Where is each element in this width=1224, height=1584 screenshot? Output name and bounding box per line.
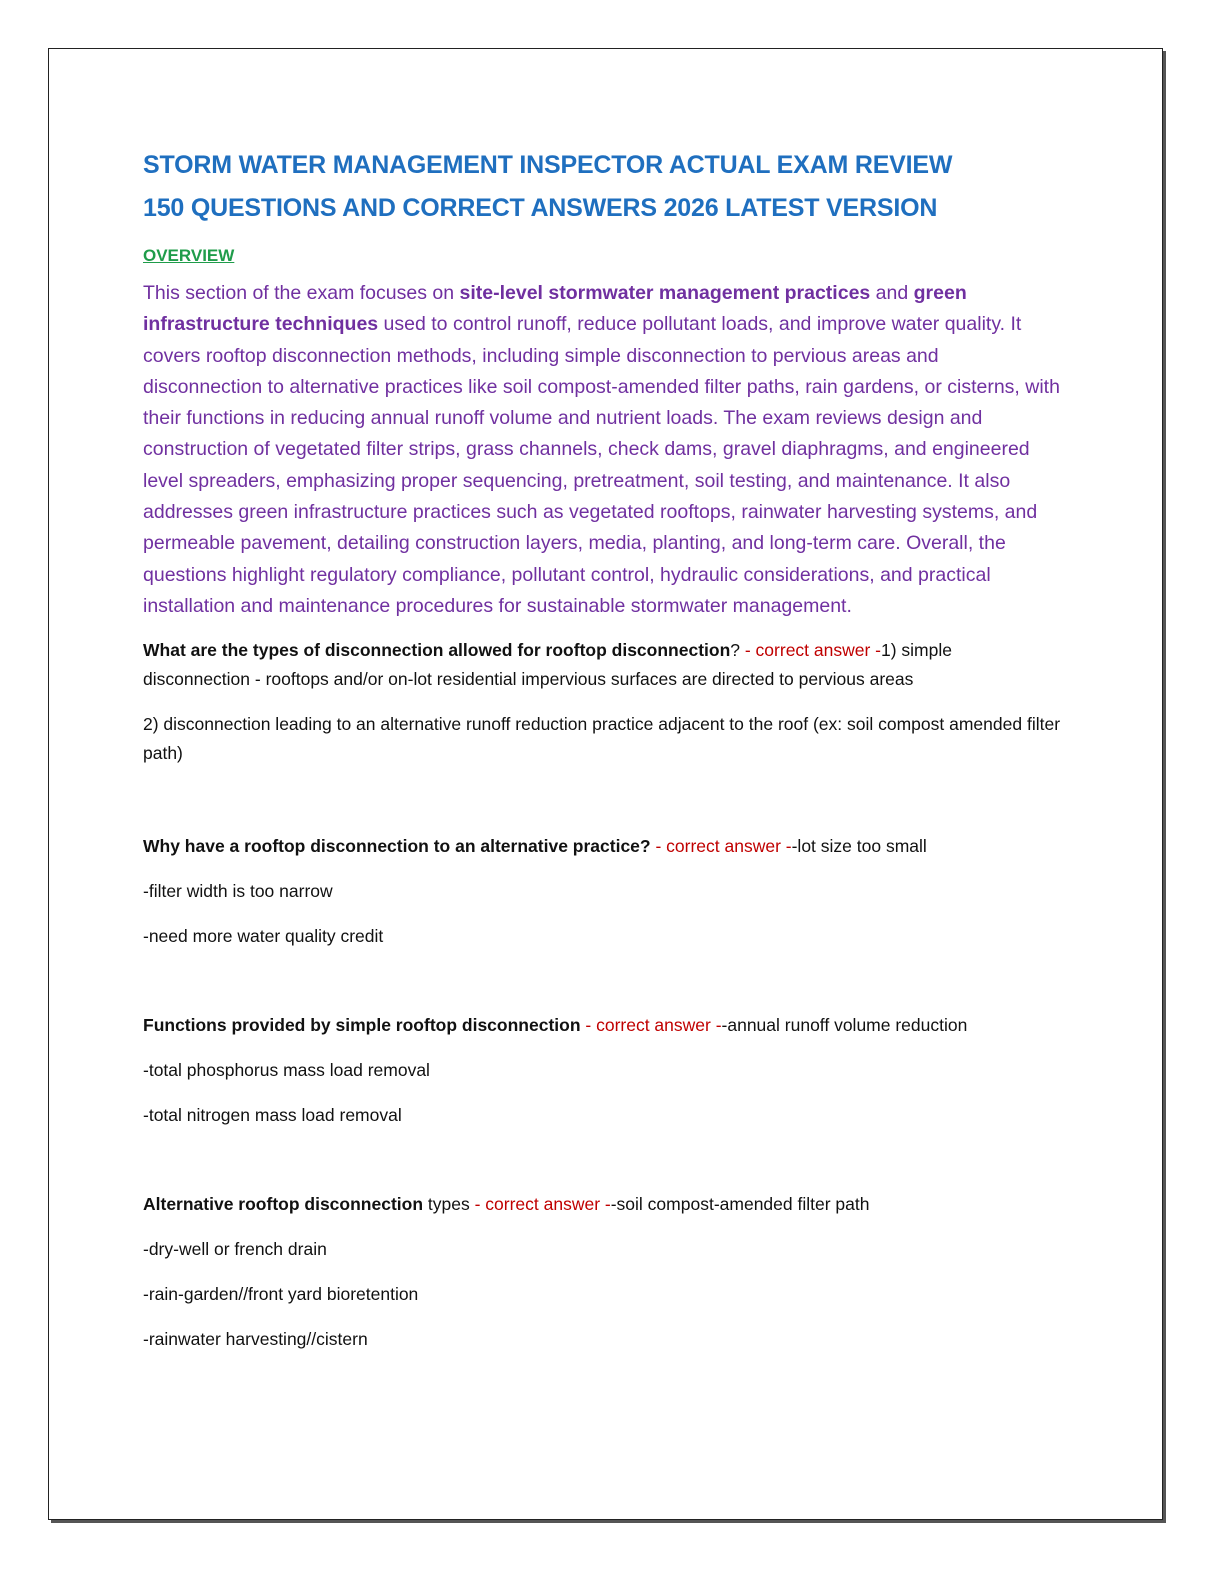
answer-line: -total nitrogen mass load removal (143, 1105, 402, 1126)
question-suffix: types (423, 1194, 470, 1215)
qa-item (143, 636, 1063, 768)
overview-text-3: used to control runoff, reduce pollutant loads, and improve water quality. It covers rooftop disconnection methods, including simple disconnection to pervious areas and disconnection to alternative practices like soil compost-amended filter paths, rain gardens, or cisterns, with their functions in reducing annual runoff volume and nutrient loads. The exam reviews design and construction of vegetated filter strips, grass channels, check dams, gravel diaphragms, and engineered level spreaders, emphasizing proper sequencing, pretreatment, soil testing, and maintenance. It also addresses green infrastructure practices such as vegetated rooftops, rainwater harvesting systems, and permeable pavement, detailing construction layers, media, planting, and long-term care. Overall, the questions highlight regulatory compliance, pollutant control, hydraulic considerations, and practical installation and maintenance procedures for sustainable stormwater management. (143, 313, 1060, 617)
overview-text-2: and (870, 282, 914, 304)
qa-item (143, 1011, 1063, 1130)
qa-item (143, 1190, 1063, 1354)
answer-line: -need more water quality credit (143, 926, 384, 947)
overview-bold-2: green infrastructure techniques (143, 282, 967, 336)
answer-line: -total phosphorus mass load removal (143, 1060, 430, 1081)
answer-line: 2) disconnection leading to an alternative runoff reduction practice adjacent to the roof (ex: soil compost amended filter path) (143, 714, 1061, 764)
question (143, 832, 1063, 861)
overview-paragraph (143, 278, 1063, 622)
overview-heading: OVERVIEW (143, 246, 235, 265)
spacer (143, 768, 1063, 832)
question-suffix: ? (730, 640, 740, 661)
qa-item (143, 832, 1063, 951)
correct-answer-marker: - correct answer - (740, 640, 881, 661)
answer-text: -soil compost-amended filter path (610, 1194, 870, 1215)
correct-answer-marker: - correct answer - (580, 1015, 722, 1036)
title-line-2: 150 QUESTIONS AND CORRECT ANSWERS 2026 LATEST VERSION (143, 194, 938, 222)
question (143, 636, 1063, 694)
answer-text: -lot size too small (791, 836, 927, 857)
answer-line: -filter width is too narrow (143, 881, 333, 902)
answer-line: -rainwater harvesting//cistern (143, 1329, 368, 1350)
overview-text-1: This section of the exam focuses on (143, 282, 460, 304)
correct-answer-marker: - correct answer - (650, 836, 792, 857)
correct-answer-marker: - correct answer - (469, 1194, 611, 1215)
answer-line: -dry-well or french drain (143, 1239, 327, 1260)
question-text: Alternative rooftop disconnection (143, 1194, 424, 1215)
answer-line: -rain-garden//front yard bioretention (143, 1284, 419, 1305)
overview-bold-1: site-level stormwater management practices (459, 282, 871, 304)
spacer (143, 1130, 1063, 1190)
question-text: Why have a rooftop disconnection to an alternative practice? (143, 836, 651, 857)
document-title (143, 144, 1063, 230)
question (143, 1011, 1063, 1040)
question-text: What are the types of disconnection allowed for rooftop disconnection (143, 640, 731, 661)
answer-text: -annual runoff volume reduction (721, 1015, 968, 1036)
spacer (143, 951, 1063, 1011)
title-line-1: STORM WATER MANAGEMENT INSPECTOR ACTUAL EXAM REVIEW (143, 151, 953, 179)
question (143, 1190, 1063, 1219)
question-text: Functions provided by simple rooftop disconnection (143, 1015, 581, 1036)
document-content (143, 144, 1063, 1354)
answer-text: 1) simple disconnection - rooftops and/or on-lot residential impervious surfaces are directed to pervious areas (143, 640, 952, 690)
